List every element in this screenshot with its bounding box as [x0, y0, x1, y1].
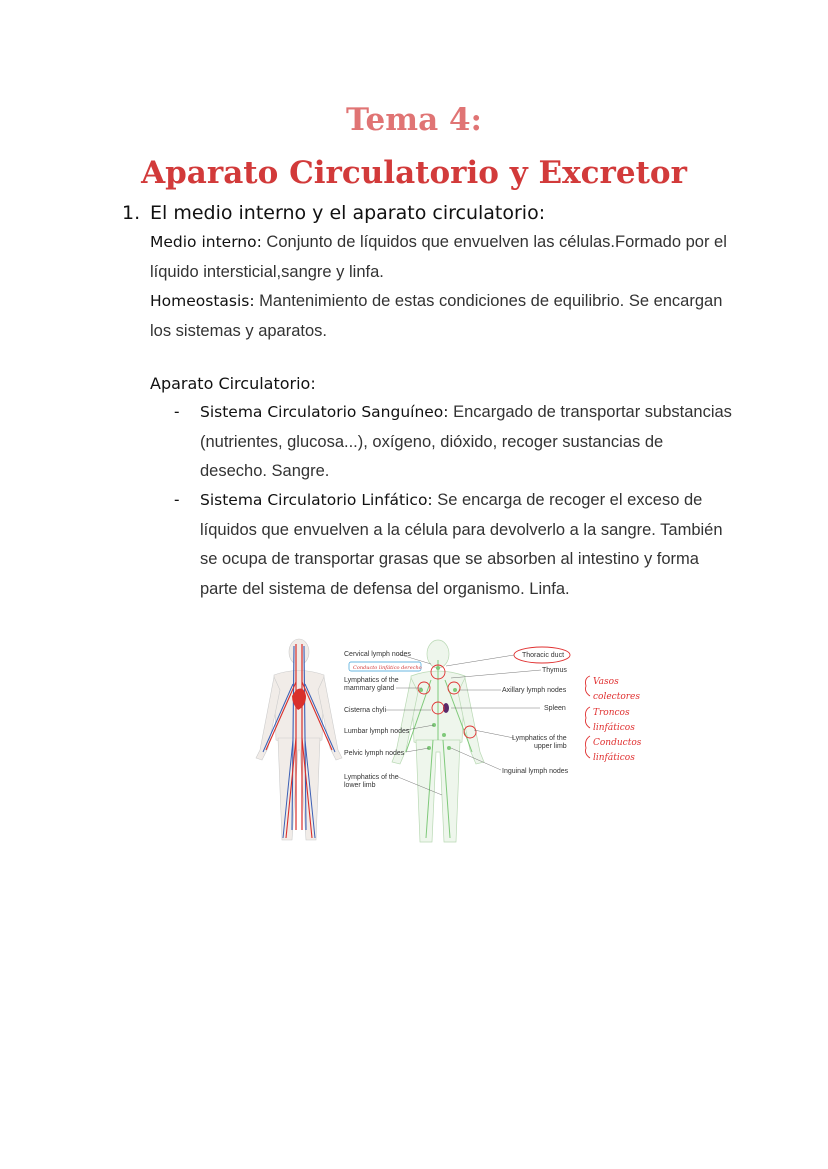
bullet-dash: - [174, 491, 180, 509]
annotation-linfaticos-2: linfáticos [593, 753, 635, 763]
paragraph-homeostasis [150, 287, 740, 346]
label-thoracic-duct: Thoracic duct [522, 652, 565, 659]
label-lymphatics-upper-limb-2: upper limb [534, 743, 567, 750]
label-conducto-linfatico-derecho: Conducto linfático derecho [353, 665, 422, 671]
section-heading [122, 202, 545, 224]
annotation-vasos: Vasos [593, 677, 619, 687]
anatomy-figure [246, 630, 646, 850]
label-lymphatics-lower-limb-1: Lymphatics of the [344, 774, 399, 781]
definition-sanguineo: Encargado de transportar substancias (nutrientes, glucosa...), oxígeno, dióxido, recoger sustancias de desecho. Sangre. [200, 403, 732, 480]
label-cisterna-chyli: Cisterna chyli [344, 707, 387, 714]
label-inguinal-lymph-nodes: Inguinal lymph nodes [502, 768, 569, 775]
label-lymphatics-mammary-1: Lymphatics of the [344, 677, 399, 684]
annotation-colectores: colectores [593, 692, 640, 702]
label-cervical-lymph-nodes: Cervical lymph nodes [344, 651, 411, 658]
paragraph-medio-interno [150, 228, 740, 287]
bullet-dash: - [174, 403, 180, 421]
circulatory-body-illustration [256, 639, 342, 840]
term-homeostasis: Homeostasis: [150, 292, 255, 310]
annotation-conductos: Conductos [593, 738, 642, 748]
document-title-line2: Aparato Circulatorio y Excretor [141, 155, 687, 191]
section-heading-text: El medio interno y el aparato circulatorio: [150, 202, 546, 224]
label-thymus: Thymus [542, 667, 567, 674]
annotation-linfaticos-1: linfáticos [593, 723, 635, 733]
definition-medio-interno: Conjunto de líquidos que envuelven las células.Formado por el líquido intersticial,sangre y linfa. [150, 233, 727, 281]
label-axillary-lymph-nodes: Axillary lymph nodes [502, 687, 567, 694]
annotation-troncos: Troncos [593, 708, 630, 718]
label-lymphatics-mammary-2: mammary gland [344, 685, 395, 692]
label-lymphatics-lower-limb-2: lower limb [344, 782, 376, 789]
label-pelvic-lymph-nodes: Pelvic lymph nodes [344, 750, 405, 757]
subheading-aparato-circulatorio: Aparato Circulatorio: [150, 374, 316, 393]
section-number: 1. [122, 202, 141, 224]
definition-homeostasis: Mantenimiento de estas condiciones de equilibrio. Se encargan los sistemas y aparatos. [150, 292, 723, 340]
circulatory-lymphatic-diagram [246, 630, 646, 850]
document-title-line1: Tema 4: [346, 102, 482, 138]
bullet-sanguineo [174, 398, 734, 487]
label-lymphatics-upper-limb-1: Lymphatics of the [512, 735, 567, 742]
term-sanguineo: Sistema Circulatorio Sanguíneo: [200, 403, 449, 421]
term-linfatico: Sistema Circulatorio Linfático: [200, 491, 433, 509]
definition-linfatico: Se encarga de recoger el exceso de líquidos que envuelven a la célula para devolverlo a la sangre. También se ocupa de transportar grasas que se absorben al intestino y forma parte del sistema de defensa del organismo. Linfa. [200, 491, 723, 598]
label-spleen: Spleen [544, 705, 566, 712]
bullet-linfatico [174, 486, 734, 604]
label-lumbar-lymph-nodes: Lumbar lymph nodes [344, 728, 410, 735]
term-medio-interno: Medio interno: [150, 233, 262, 251]
